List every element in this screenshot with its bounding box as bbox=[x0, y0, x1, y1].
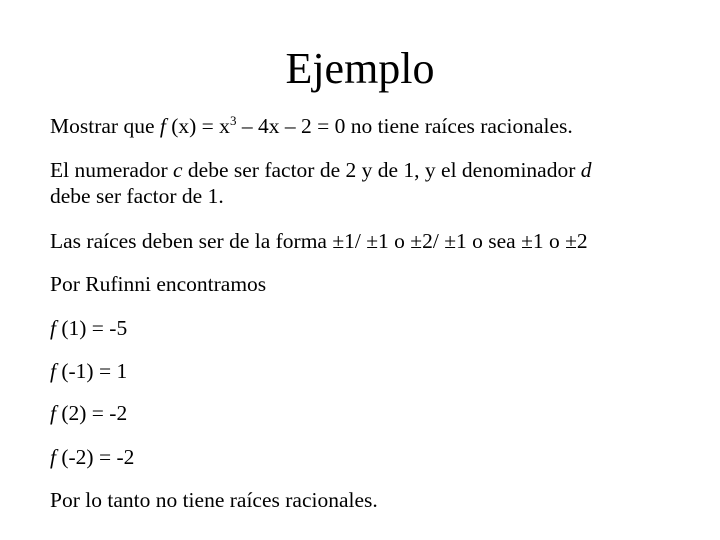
evaluation-line bbox=[50, 315, 127, 341]
statement-rest: – 4x – 2 = 0 no tiene raíces racionales. bbox=[236, 114, 573, 138]
problem-statement bbox=[50, 113, 573, 139]
slide-title: Ejemplo bbox=[285, 44, 435, 93]
conclusion: Por lo tanto no tiene raíces racionales. bbox=[50, 488, 378, 512]
evaluation-line bbox=[50, 400, 127, 426]
rufinni-line: Por Rufinni encontramos bbox=[50, 272, 267, 296]
numerator-statement-line-2: debe ser factor de 1. bbox=[50, 184, 224, 208]
exponent: 3 bbox=[229, 113, 237, 128]
function-symbol: f bbox=[50, 445, 56, 469]
function-symbol: f bbox=[50, 316, 56, 340]
numerator-variable: c bbox=[173, 158, 183, 182]
function-symbol: f bbox=[50, 359, 56, 383]
evaluation-expr: (-1) = 1 bbox=[55, 359, 128, 383]
statement-argument: (x) = x bbox=[165, 114, 230, 138]
numerator-text-2: debe ser factor de 2 y de 1, y el denominador bbox=[182, 158, 581, 182]
numerator-statement bbox=[50, 157, 592, 183]
numerator-text-1: El numerador bbox=[50, 158, 173, 182]
evaluation-expr: (-2) = -2 bbox=[55, 445, 135, 469]
statement-prefix: Mostrar que bbox=[50, 114, 160, 138]
denominator-variable: d bbox=[580, 158, 592, 182]
evaluation-expr: (1) = -5 bbox=[55, 316, 128, 340]
evaluation-line bbox=[50, 358, 127, 384]
function-symbol: f bbox=[159, 114, 166, 138]
roots-form: Las raíces deben ser de la forma ±1/ ±1 o ±2/ ±1 o sea ±1 o ±2 bbox=[50, 229, 588, 253]
evaluation-expr: (2) = -2 bbox=[55, 401, 128, 425]
evaluation-line bbox=[50, 444, 134, 470]
function-symbol: f bbox=[50, 401, 56, 425]
